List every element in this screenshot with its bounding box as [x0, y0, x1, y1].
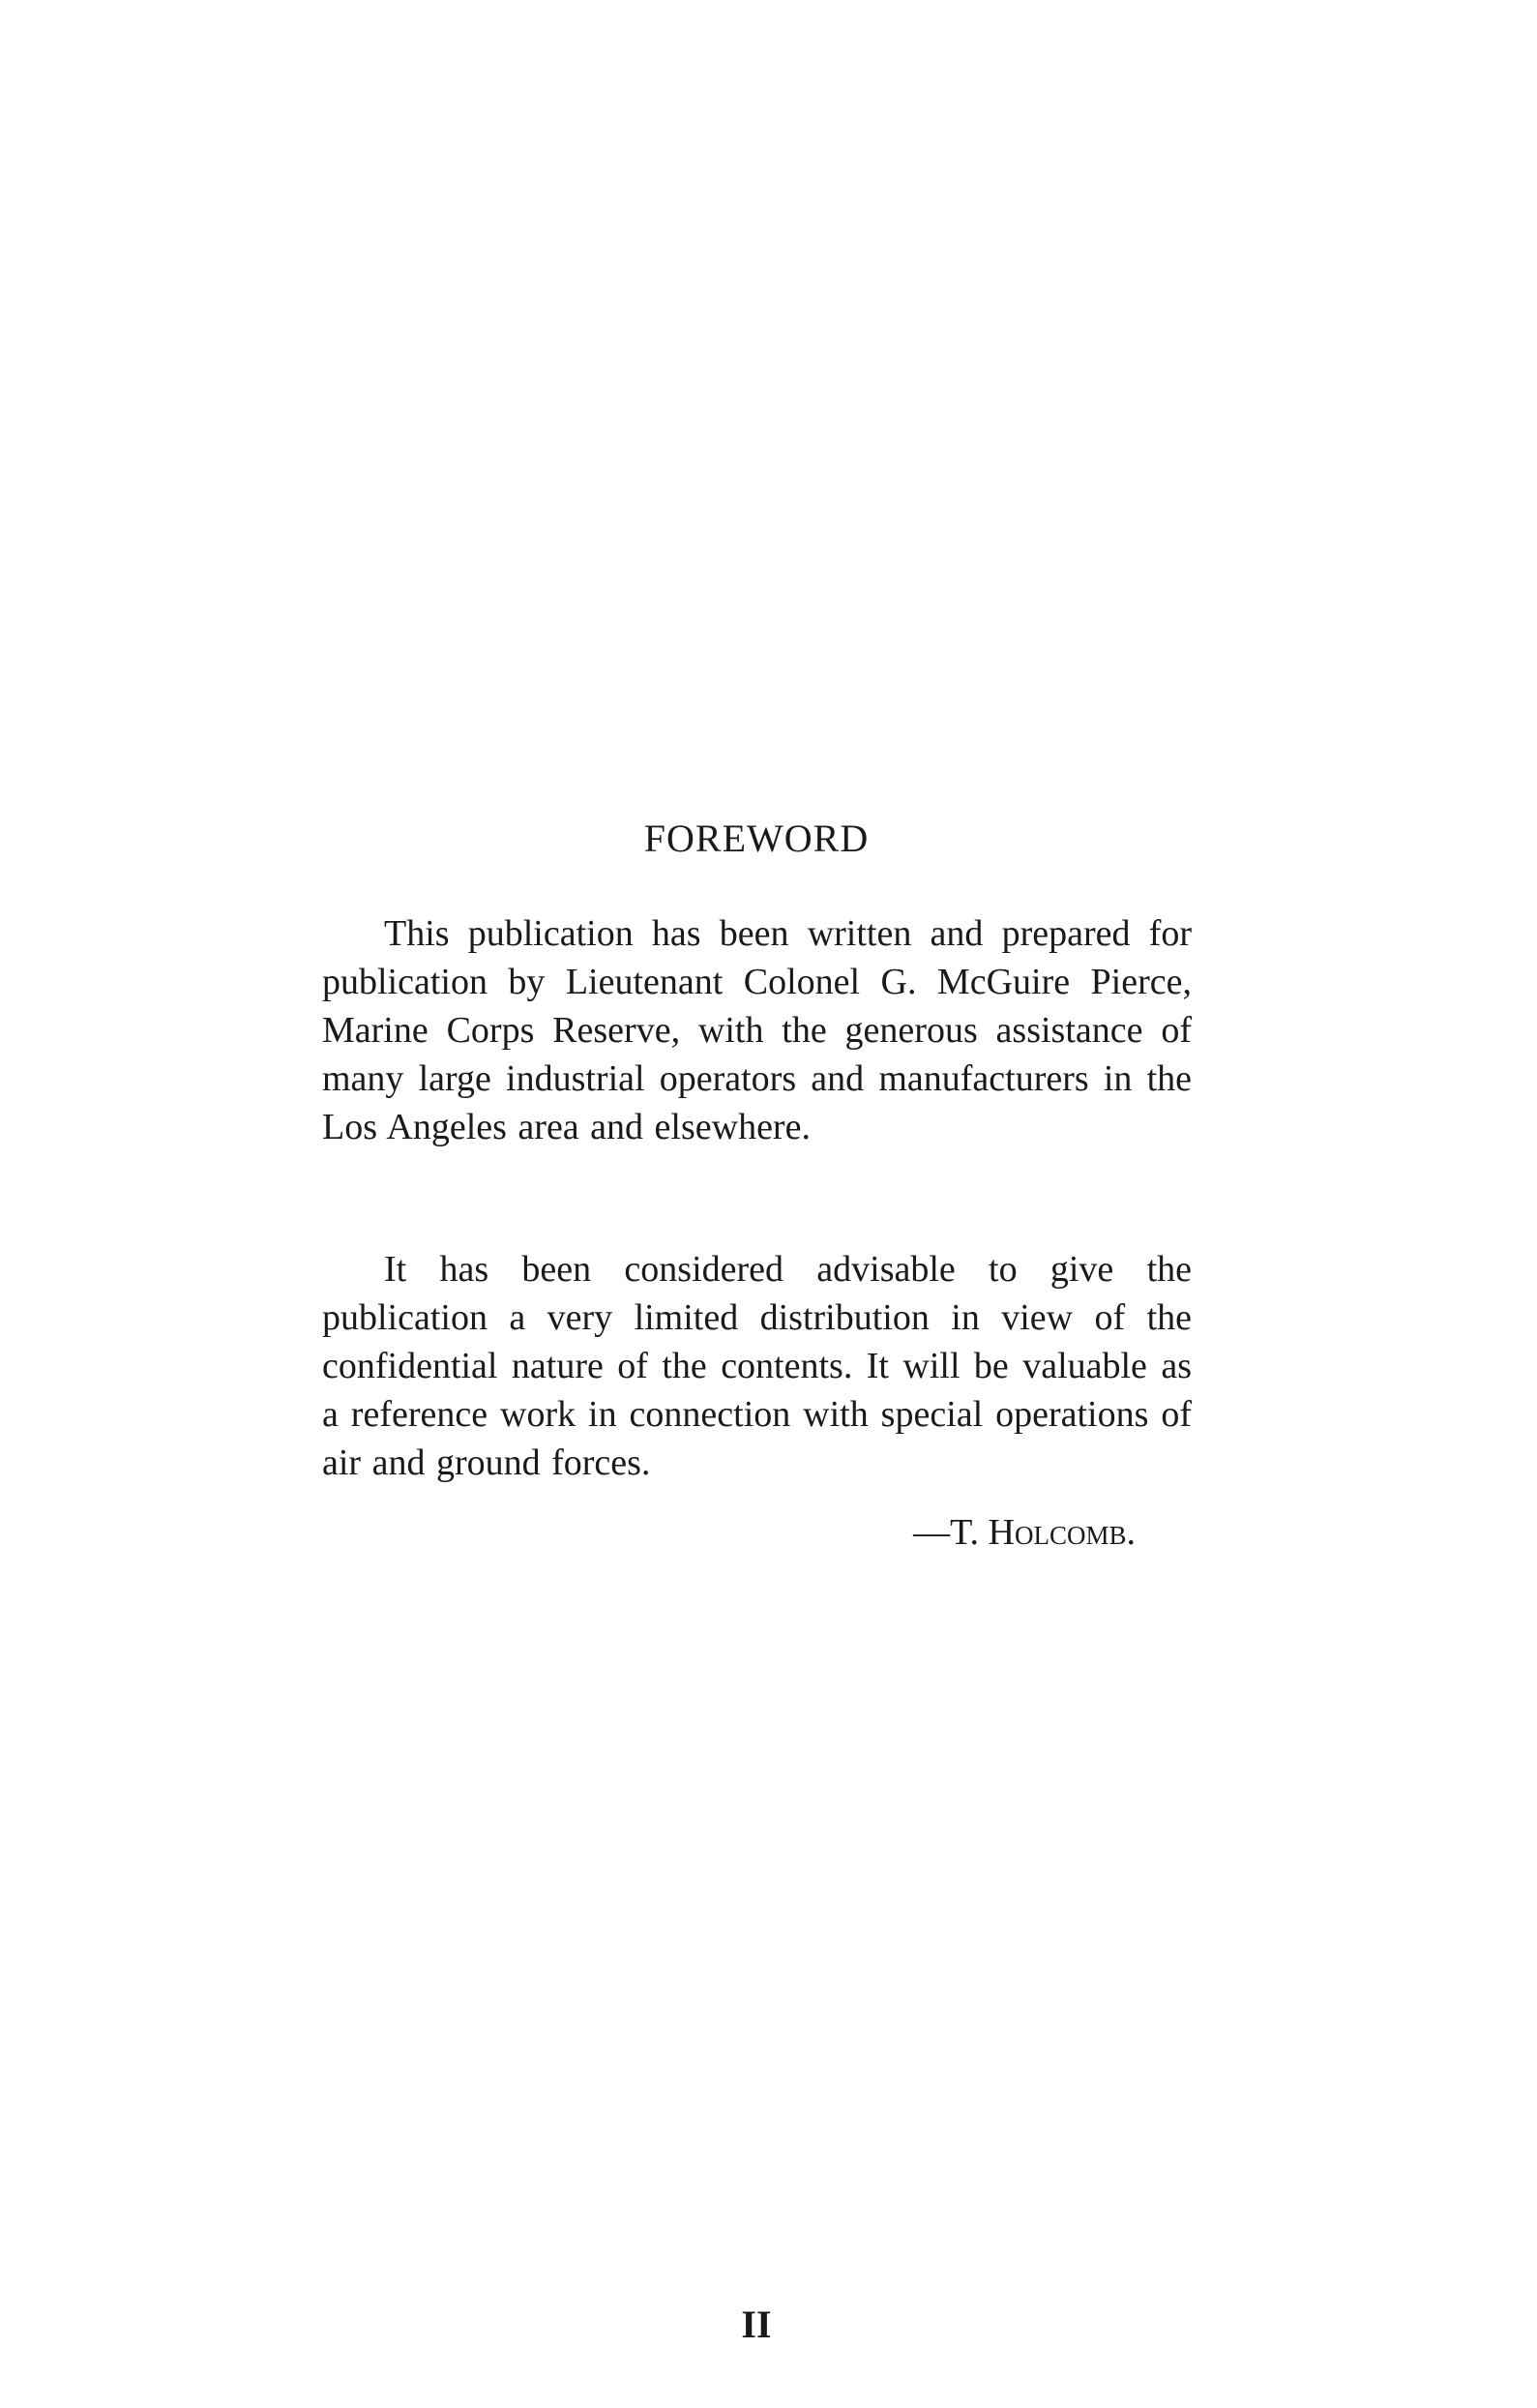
signature-name: Holcomb. [988, 1512, 1136, 1553]
paragraph-2-text: It has been considered advisable to give the publication a very limited distribution in view of the confidential nature of the contents. It will be valuable as a reference work in connection with special operations of air and ground forces. [322, 1249, 1192, 1483]
page-number: II [741, 2303, 772, 2346]
signature-prefix: —T. [913, 1512, 989, 1553]
paragraph-1 [322, 909, 1192, 1151]
signature [0, 1511, 1136, 1554]
paragraph-2 [322, 1245, 1192, 1487]
paragraph-1-text: This publication has been written and prepared for publication by Lieutenant Colonel G. McGuire Pierce, Marine Corps Reserve, with the generous assistance of many large industrial operators and manufacturers in the Los Angeles area and elsewhere. [322, 913, 1192, 1147]
page-title: FOREWORD [643, 817, 870, 860]
